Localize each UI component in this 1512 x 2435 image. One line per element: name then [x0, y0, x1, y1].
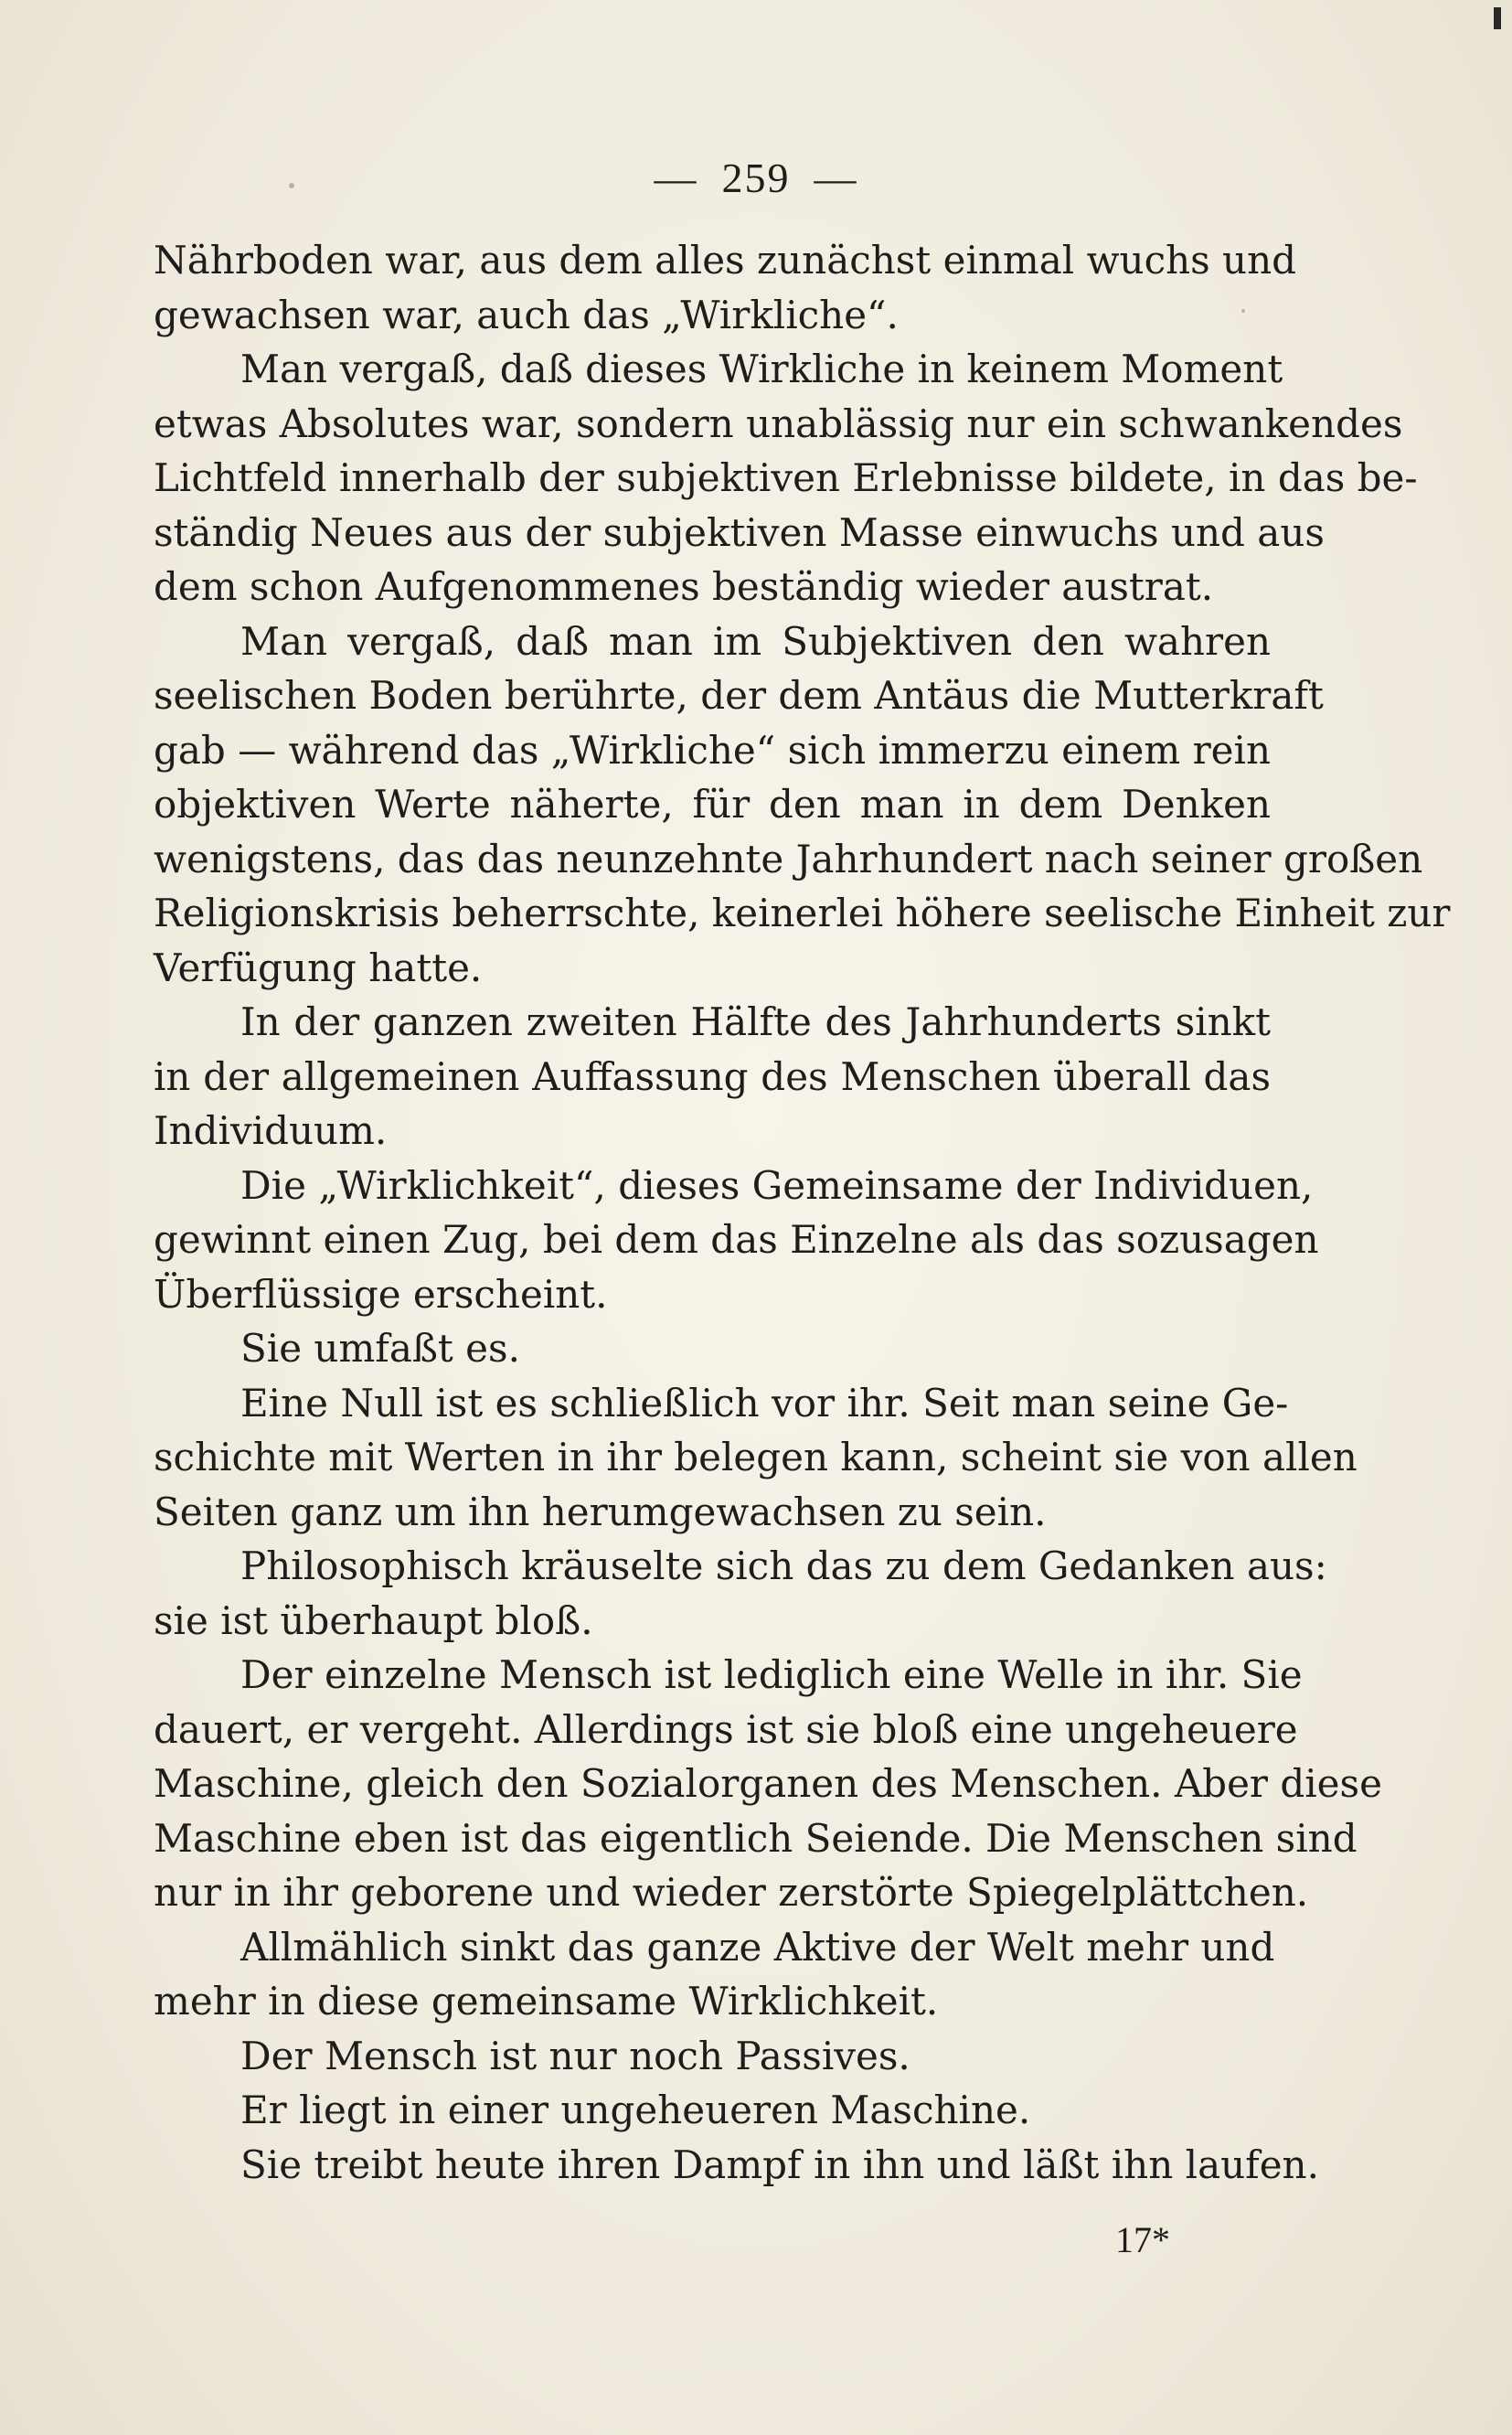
paragraph	[154, 1321, 1271, 1376]
page-header	[0, 154, 1512, 202]
page-number: 259	[721, 155, 791, 201]
text-line: gewachsen war, auch das „Wirkliche“.	[154, 292, 899, 337]
paragraph	[154, 233, 1297, 342]
text-line: Er liegt in einer ungeheueren Maschine.	[240, 2088, 1031, 2132]
text-line: Maschine eben ist das eigentlich Seiende. Die Menschen sind	[154, 1815, 1358, 1861]
header-dash-left: —	[654, 155, 698, 201]
text-line: Man vergaß, daß man im Subjektiven den wahren	[240, 618, 1271, 664]
text-line: Allmählich sinkt das ganze Aktive der Welt mehr und	[240, 1924, 1275, 1970]
paragraph	[154, 2138, 1319, 2193]
text-line: Seiten ganz um ihn herumgewachsen zu sein.	[154, 1489, 1047, 1534]
paragraph	[154, 2029, 1271, 2084]
text-line: Sie umfaßt es.	[240, 1326, 520, 1371]
text-line: gewinnt einen Zug, bei dem das Einzelne als das sozusagen	[154, 1217, 1319, 1262]
text-line: Nährboden war, aus dem alles zunächst einmal wuchs und	[154, 238, 1297, 283]
text-line: Die „Wirklichkeit“, dieses Gemeinsame der Individuen,	[240, 1162, 1314, 1208]
text-line: objektiven Werte näherte, für den man in dem Denken	[154, 782, 1271, 827]
text-line: Eine Null ist es schließlich vor ihr. Seit man seine Ge-	[240, 1380, 1289, 1426]
text-line: In der ganzen zweiten Hälfte des Jahrhunderts sinkt	[240, 999, 1271, 1044]
paragraph	[154, 995, 1271, 1159]
paragraph	[154, 2083, 1271, 2138]
text-line: dauert, er vergeht. Allerdings ist sie bloß eine ungeheuere	[154, 1706, 1298, 1752]
text-line: Sie treibt heute ihren Dampf in ihn und läßt ihn laufen.	[240, 2141, 1319, 2187]
text-line: ständig Neues aus der subjektiven Masse einwuchs und aus	[154, 509, 1325, 555]
text-line: Philosophisch kräuselte sich das zu dem Gedanken aus:	[240, 1543, 1327, 1588]
text-line: gab — während das „Wirkliche“ sich immerzu einem rein	[154, 727, 1271, 773]
text-line: Verfügung hatte.	[154, 945, 483, 990]
paragraph	[154, 1920, 1275, 2029]
text-line: sie ist überhaupt bloß.	[154, 1597, 593, 1643]
text-line: seelischen Boden berührte, der dem Antäus die Mutterkraft	[154, 673, 1324, 718]
text-line: Man vergaß, daß dieses Wirkliche in keinem Moment	[240, 347, 1283, 391]
text-line: Maschine, gleich den Sozialorganen des Menschen. Aber diese	[154, 1761, 1382, 1806]
text-line: Individuum.	[154, 1108, 388, 1153]
text-line: Religionskrisis beherrschte, keinerlei höhere seelische Einheit zur	[154, 891, 1451, 935]
paragraph	[154, 342, 1418, 614]
text-line: Der einzelne Mensch ist lediglich eine Welle in ihr. Sie	[240, 1652, 1303, 1697]
edge-mark	[1494, 7, 1501, 29]
paragraph	[154, 1648, 1382, 1920]
text-line: wenigstens, das das neunzehnte Jahrhundert nach seiner großen	[154, 836, 1423, 881]
text-line: etwas Absolutes war, sondern unablässig nur ein schwankendes	[154, 400, 1403, 446]
signature-mark: 17*	[1115, 2219, 1170, 2260]
text-line: Überflüssige erscheint.	[154, 1271, 608, 1317]
text-line: nur in ihr geborene und wieder zerstörte Spiegelplättchen.	[154, 1870, 1309, 1915]
text-line: schichte mit Werten in ihr belegen kann, scheint sie von allen	[154, 1435, 1358, 1479]
text-line: in der allgemeinen Auffassung des Menschen überall das	[154, 1053, 1271, 1099]
paragraph	[154, 614, 1451, 996]
paragraph	[154, 1159, 1319, 1322]
text-line: Lichtfeld innerhalb der subjektiven Erlebnisse bildete, in das be-	[154, 455, 1418, 500]
text-line: Der Mensch ist nur noch Passives.	[240, 2033, 910, 2078]
paragraph	[154, 1539, 1327, 1648]
header-dash-right: —	[814, 155, 858, 201]
text-line: dem schon Aufgenommenes beständig wieder austrat.	[154, 564, 1214, 609]
text-line: mehr in diese gemeinsame Wirklichkeit.	[154, 1979, 939, 2024]
paragraph	[154, 1376, 1358, 1540]
body-text	[154, 233, 1451, 2192]
